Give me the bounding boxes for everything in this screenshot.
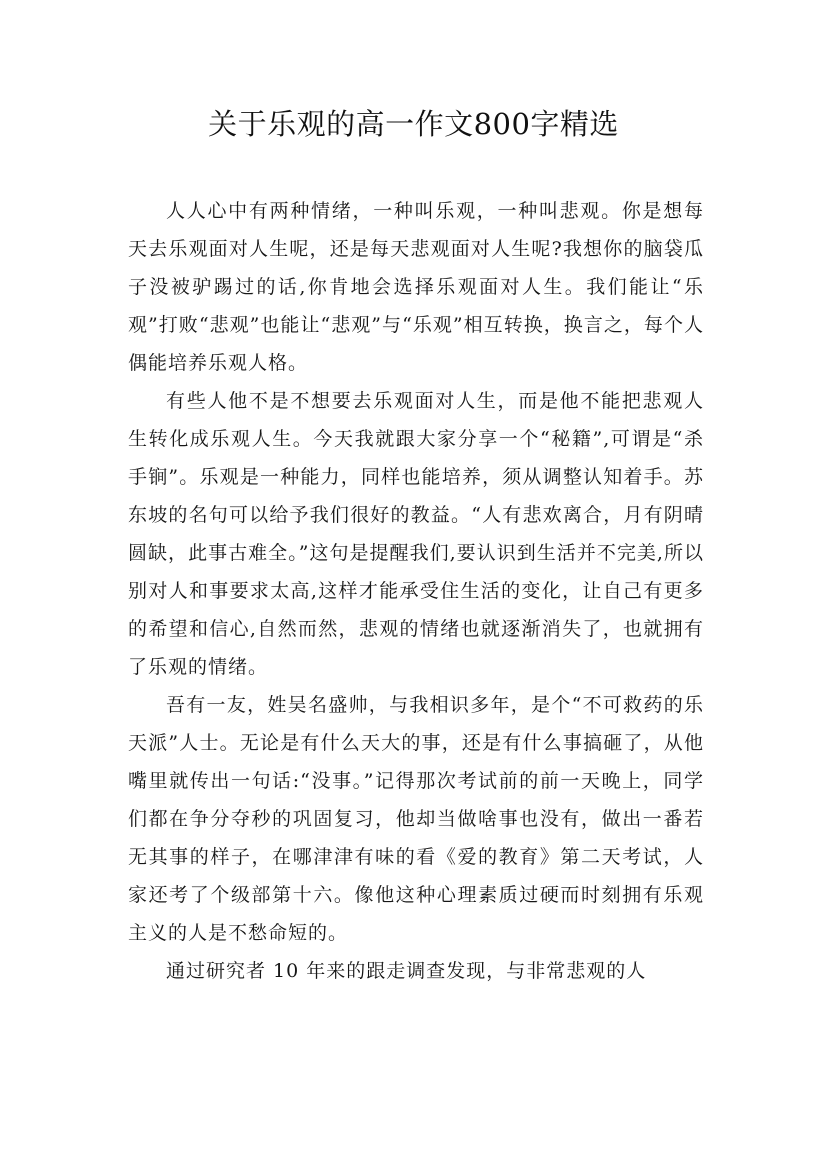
- paragraph-4: 通过研究者 10 年来的跟走调查发现，与非常悲观的人: [166, 960, 647, 982]
- paragraph-3: 吾有一友，姓吴名盛帅，与我相识多年，是个“不可救药的乐天派”人士。无论是有什么天大的事，还是有什么事搞砸了，从他嘴里就传出一句话:“没事。”记得那次考试前的前一天晚上，同学们都在争分夺秒的巩固复习，他却当做啥事也没有，做出一番若无其事的样子，在哪津津有味的看《爱的教育》第二天考试，人家还考了个级部第十六。像他这种心理素质过硬而时刻拥有乐观主义的人是不愁命短的。: [128, 694, 704, 944]
- document-title: 关于乐观的高一作文800字精选: [208, 107, 619, 141]
- document-body: [128, 192, 704, 990]
- paragraph-1: 人人心中有两种情绪，一种叫乐观，一种叫悲观。你是想每天去乐观面对人生呢，还是每天悲观面对人生呢?我想你的脑袋瓜子没被驴踢过的话,你肯地会选择乐观面对人生。我们能让“乐观”打败“悲观”也能让“悲观”与“乐观”相互转换，换言之，每个人偶能培养乐观人格。: [128, 200, 704, 374]
- paragraph-2: 有些人他不是不想要去乐观面对人生，而是他不能把悲观人生转化成乐观人生。今天我就跟大家分享一个“秘籍”,可谓是“杀手锏”。乐观是一种能力，同样也能培养，须从调整认知着手。苏东坡的名句可以给予我们很好的教益。“人有悲欢离合，月有阴晴圆缺，此事古难全。”这句是提醒我们,要认识到生活并不完美,所以别对人和事要求太高,这样才能承受住生活的变化，让自己有更多的希望和信心,自然而然，悲观的情绪也就逐渐消失了，也就拥有了乐观的情绪。: [128, 390, 704, 678]
